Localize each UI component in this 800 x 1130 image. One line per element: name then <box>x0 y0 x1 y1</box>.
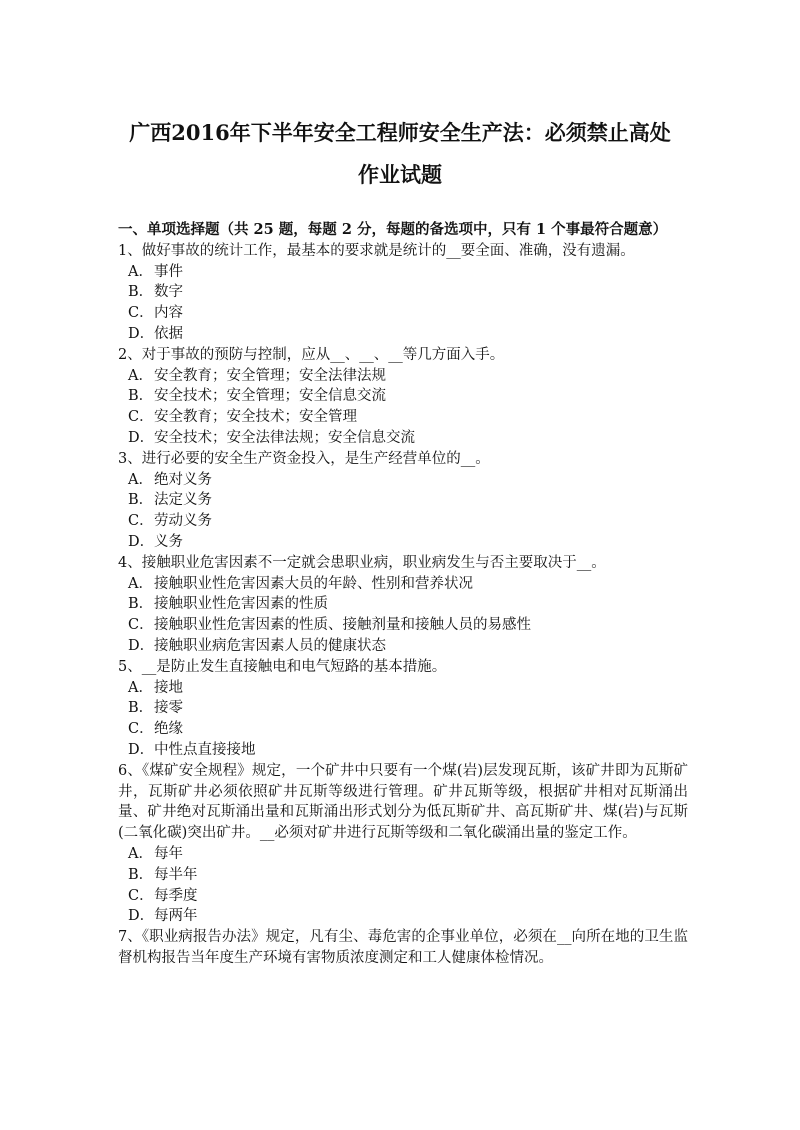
option-text: 劳动义务 <box>154 513 212 530</box>
question-stem: 1、做好事故的统计工作，最基本的要求就是统计的__要全面、准确，没有遗漏。 <box>118 242 635 259</box>
answer-option <box>118 636 688 657</box>
answer-option <box>118 719 688 740</box>
answer-option <box>118 324 688 345</box>
option-text: 绝缘 <box>154 721 183 738</box>
answer-option <box>118 906 688 927</box>
option-text: 安全技术；安全法律法规；安全信息交流 <box>154 429 415 446</box>
option-text: 中性点直接接地 <box>154 741 256 758</box>
option-text: 事件 <box>154 263 183 280</box>
option-letter: A． <box>128 367 153 384</box>
option-text: 安全教育；安全管理；安全法律法规 <box>154 367 386 384</box>
answer-option <box>118 303 688 324</box>
answer-option <box>118 282 688 303</box>
option-letter: A． <box>128 471 153 488</box>
option-text: 接地 <box>154 679 183 696</box>
option-text: 每季度 <box>154 887 198 904</box>
option-letter: C． <box>128 721 154 738</box>
option-text: 每半年 <box>154 866 198 883</box>
answer-option <box>118 844 688 865</box>
document-title-line-2: 作业试题 <box>358 162 442 187</box>
option-letter: C． <box>128 617 154 634</box>
option-text: 法定义务 <box>154 492 212 509</box>
option-text: 接触职业病危害因素人员的健康状态 <box>154 637 386 654</box>
option-letter: C． <box>128 513 154 530</box>
option-text: 接零 <box>154 700 183 717</box>
option-text: 义务 <box>154 533 183 550</box>
option-letter: D． <box>128 429 155 446</box>
option-letter: D． <box>128 637 155 654</box>
answer-option <box>118 511 688 532</box>
option-letter: B． <box>128 388 154 405</box>
option-letter: B． <box>128 700 154 717</box>
section-heading: 一、单项选择题（共 25 题，每题 2 分，每题的备选项中，只有 1 个事最符合题意） <box>118 221 668 238</box>
option-letter: B． <box>128 284 154 301</box>
option-text: 绝对义务 <box>154 471 212 488</box>
question-stem: 6、《煤矿安全规程》规定，一个矿井中只要有一个煤(岩)层发现瓦斯，该矿井即为瓦斯矿井，瓦斯矿井必须依照矿井瓦斯等级进行管理。矿井瓦斯等级，根据矿井相对瓦斯涌出量、矿井绝对瓦斯涌出量和瓦斯涌出形式划分为低瓦斯矿井、高瓦斯矿井、煤(岩)与瓦斯(二氧化碳)突出矿井。__必须对矿井进行瓦斯等级和二氧化碳涌出量的鉴定工作。 <box>118 762 688 842</box>
answer-option <box>118 740 688 761</box>
option-text: 接触职业性危害因素的性质 <box>154 596 328 613</box>
answer-option <box>118 886 688 907</box>
answer-option <box>118 407 688 428</box>
answer-option <box>118 574 688 595</box>
option-text: 接触职业性危害因素的性质、接触剂量和接触人员的易感性 <box>154 617 531 634</box>
option-letter: A． <box>128 679 153 696</box>
option-text: 依据 <box>154 325 183 342</box>
answer-option <box>118 594 688 615</box>
question-stem: 5、__是防止发生直接触电和电气短路的基本措施。 <box>118 658 447 675</box>
answer-option <box>118 470 688 491</box>
option-letter: C． <box>128 305 154 322</box>
answer-option <box>118 678 688 699</box>
option-text: 接触职业性危害因素大员的年龄、性别和营养状况 <box>154 575 473 592</box>
option-text: 安全技术；安全管理；安全信息交流 <box>154 388 386 405</box>
option-letter: C． <box>128 887 154 904</box>
answer-option <box>118 428 688 449</box>
option-letter: A． <box>128 575 153 592</box>
option-text: 每两年 <box>154 908 198 925</box>
option-text: 安全教育；安全技术；安全管理 <box>154 409 357 426</box>
option-letter: B． <box>128 492 154 509</box>
answer-option <box>118 386 688 407</box>
answer-option <box>118 490 688 511</box>
option-letter: D． <box>128 533 155 550</box>
answer-option <box>118 532 688 553</box>
option-letter: D． <box>128 325 155 342</box>
option-letter: D． <box>128 908 155 925</box>
answer-option <box>118 698 688 719</box>
option-text: 数字 <box>154 284 183 301</box>
question-stem: 7、《职业病报告办法》规定，凡有尘、毒危害的企事业单位，必须在__向所在地的卫生监督机构报告当年度生产环境有害物质浓度测定和工人健康体检情况。 <box>118 929 688 966</box>
option-text: 每年 <box>154 845 183 862</box>
answer-option <box>118 865 688 886</box>
document-body <box>118 220 688 969</box>
option-letter: B． <box>128 596 154 613</box>
answer-option <box>118 615 688 636</box>
option-letter: D． <box>128 741 155 758</box>
question-stem: 3、进行必要的安全生产资金投入，是生产经营单位的__。 <box>118 450 490 467</box>
option-letter: A． <box>128 845 153 862</box>
question-stem: 2、对于事故的预防与控制，应从__、__、__等几方面入手。 <box>118 346 505 363</box>
answer-option <box>118 366 688 387</box>
option-text: 内容 <box>154 305 183 322</box>
answer-option <box>118 262 688 283</box>
option-letter: B． <box>128 866 154 883</box>
option-letter: C． <box>128 409 154 426</box>
document-title-line-1: 广西2016年下半年安全工程师安全生产法：必须禁止高处 <box>129 120 671 145</box>
question-stem: 4、接触职业危害因素不一定就会患职业病，职业病发生与否主要取决于__。 <box>118 554 606 571</box>
option-letter: A． <box>128 263 153 280</box>
